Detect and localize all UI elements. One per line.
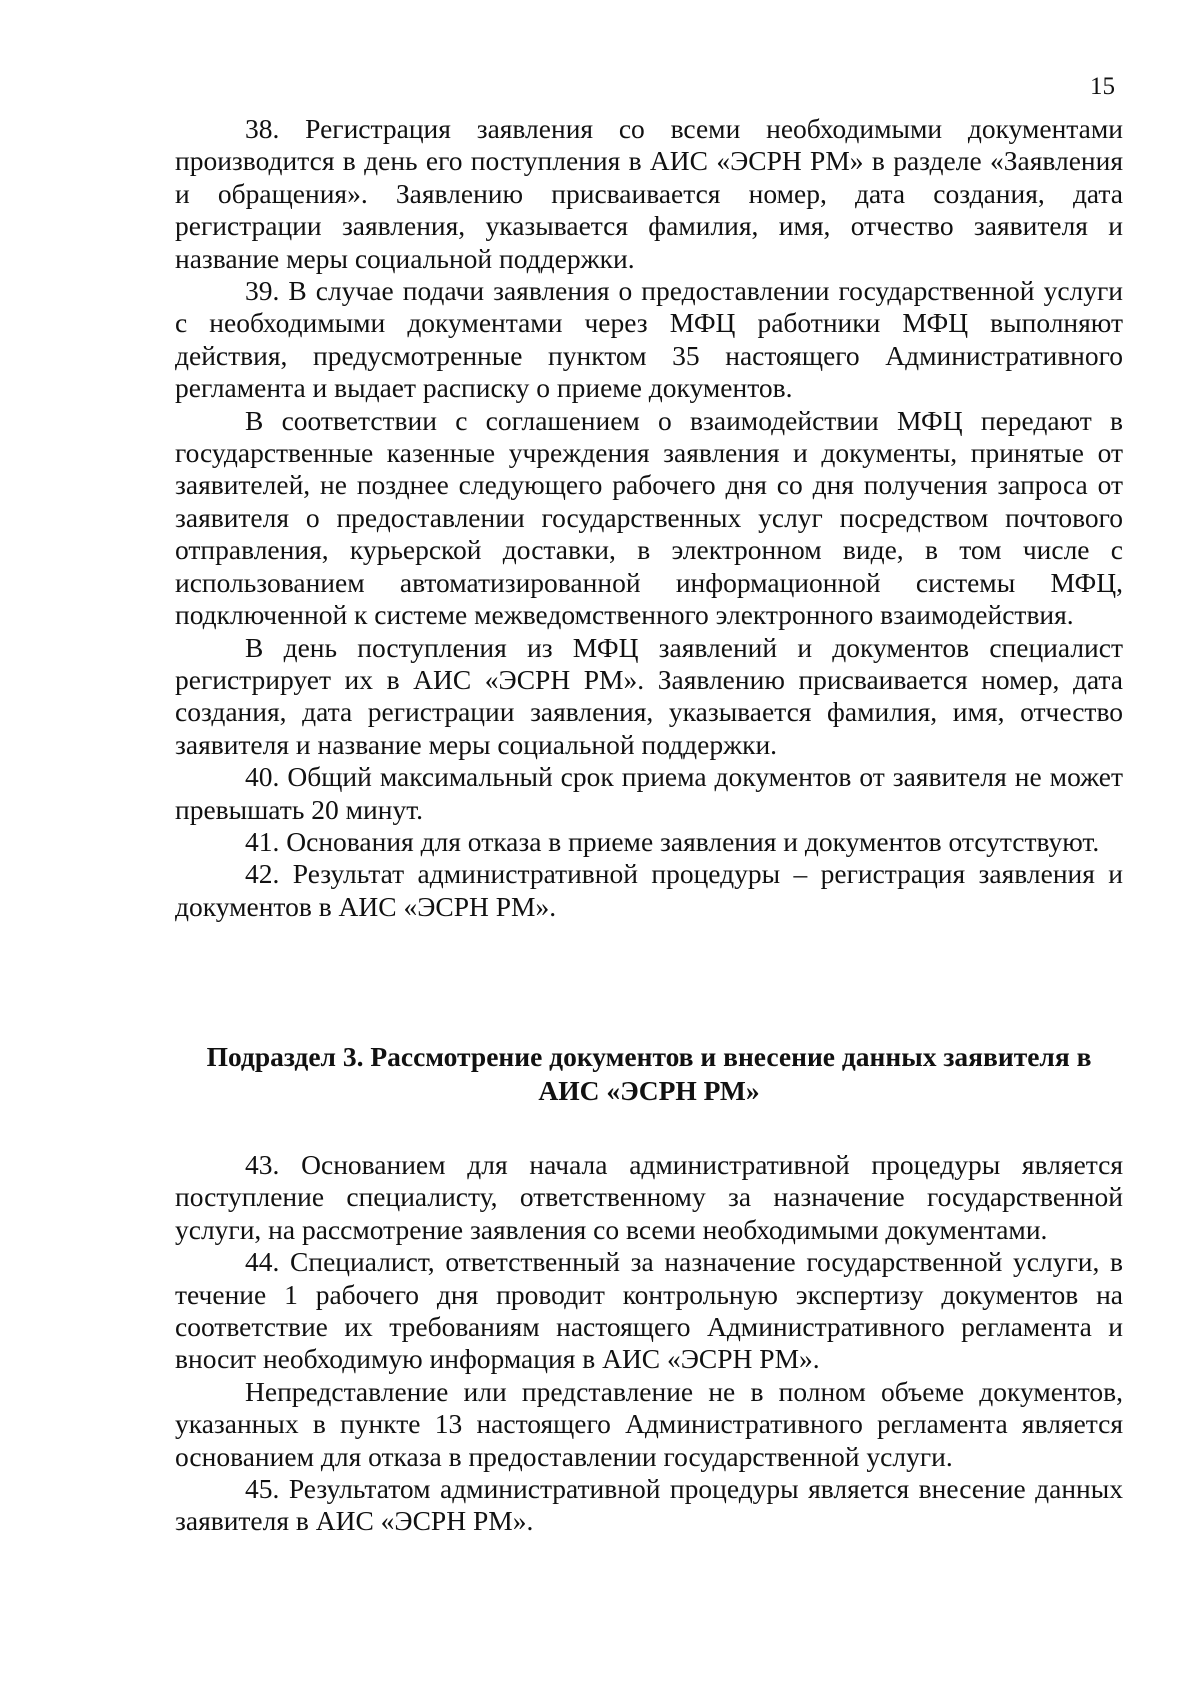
paragraph-43: 43. Основанием для начала административной процедуры является поступление специалисту, ответственному за назначение государственной услуги, на рассмотрение заявления со всеми необходимыми документами. [175, 1149, 1123, 1245]
section-1-text [175, 113, 1123, 923]
paragraph-45: 45. Результатом административной процедуры является внесение данных заявителя в АИС «ЭСРН РМ». [175, 1473, 1123, 1537]
paragraph-39: 39. В случае подачи заявления о предоставлении государственной услуги с необходимыми документами через МФЦ работники МФЦ выполняют действия, предусмотренные пунктом 35 настоящего Административного регламента и выдает расписку о приеме документов. [175, 275, 1123, 404]
paragraph-44: 44. Специалист, ответственный за назначение государственной услуги, в течение 1 рабочего дня проводит контрольную экспертизу документов на соответствие их требованиям настоящего Административного регламента и вносит необходимую информация в АИС «ЭСРН РМ». [175, 1246, 1123, 1375]
paragraph-40: 40. Общий максимальный срок приема документов от заявителя не может превышать 20 минут. [175, 761, 1123, 825]
paragraph-39-registration: В день поступления из МФЦ заявлений и документов специалист регистрирует их в АИС «ЭСРН РМ». Заявлению присваивается номер, дата создания, дата регистрации заявления, указывается фамилия, имя, отчество заявителя и название меры социальной поддержки. [175, 631, 1123, 760]
paragraph-44-refusal: Непредставление или представление не в полном объеме документов, указанных в пункте 13 настоящего Административного регламента является основанием для отказа в предоставлении государственной услуги. [175, 1375, 1123, 1472]
paragraph-39-mfc-transfer: В соответствии с соглашением о взаимодействии МФЦ передают в государственные казенные учреждения заявления и документы, принятые от заявителей, не позднее следующего рабочего дня со дня получения запроса от заявителя о предоставлении государственных услуг посредством почтового отправления, курьерской доставки, в электронном виде, в том числе с использованием автоматизированной информационной системы МФЦ, подключенной к системе межведомственного электронного взаимодействия. [175, 404, 1123, 631]
section-2-text [175, 1149, 1123, 1538]
paragraph-38: 38. Регистрация заявления со всеми необходимыми документами производится в день его поступления в АИС «ЭСРН РМ» в разделе «Заявления и обращения». Заявлению присваивается номер, дата создания, дата регистрации заявления, указывается фамилия, имя, отчество заявителя и название меры социальной поддержки. [175, 113, 1123, 274]
paragraph-42: 42. Результат административной процедуры – регистрация заявления и документов в АИС «ЭСРН РМ». [175, 858, 1123, 922]
page-number: 15 [1090, 73, 1115, 100]
paragraph-41: 41. Основания для отказа в приеме заявления и документов отсутствуют. [245, 825, 1100, 857]
subsection-heading: Подраздел 3. Рассмотрение документов и внесение данных заявителя в АИС «ЭСРН РМ» [206, 1041, 1092, 1106]
